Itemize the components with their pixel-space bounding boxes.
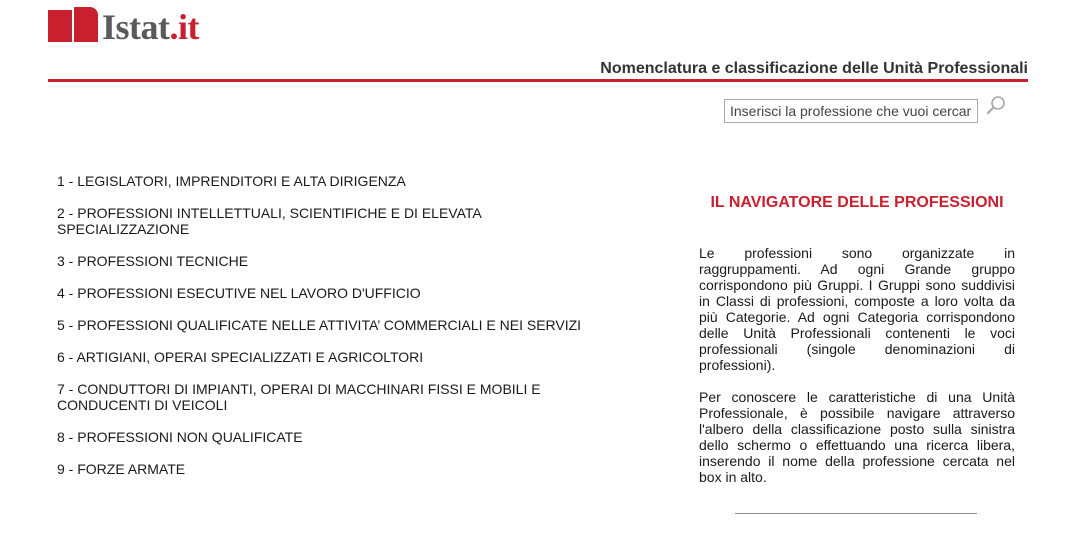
group-item-1[interactable]: 1 - LEGISLATORI, IMPRENDITORI E ALTA DIRIGENZA [57, 173, 406, 189]
group-item-4[interactable]: 4 - PROFESSIONI ESECUTIVE NEL LAVORO D'UFFICIO [57, 285, 421, 301]
classification-tree [57, 173, 597, 493]
istat-logo[interactable] [48, 7, 199, 45]
group-item-7[interactable]: 7 - CONDUTTORI DI IMPIANTI, OPERAI DI MACCHINARI FISSI E MOBILI E CONDUCENTI DI VEICOLI [57, 381, 541, 413]
group-item-6[interactable]: 6 - ARTIGIANI, OPERAI SPECIALIZZATI E AGRICOLTORI [57, 349, 424, 365]
search-icon[interactable] [985, 95, 1007, 117]
navigator-description: Le professioni sono organizzate in raggruppamenti. Ad ogni Grande gruppo corrispondono più Gruppi. I Gruppi sono suddivisi in Classi di professioni, composte a loro volta da più Categorie. Ad ogni Categoria corrispondono delle Unità Professionali contenenti le voci professionali (singole denominazioni di professioni). [699, 245, 1015, 373]
group-item-9[interactable]: 9 - FORZE ARMATE [57, 461, 186, 477]
header-divider [48, 79, 1028, 82]
group-item-2[interactable]: 2 - PROFESSIONI INTELLETTUALI, SCIENTIFICHE E DI ELEVATA SPECIALIZZAZIONE [57, 205, 481, 237]
navigator-instructions: Per conoscere le caratteristiche di una Unità Professionale, è possibile navigare attraverso l'albero della classificazione posto sulla sinistra dello schermo o effettuando una ricerca libera, inserendo il nome della professione cercata nel box in alto. [699, 389, 1015, 485]
site-title: Nomenclatura e classificazione delle Unità Professionali [600, 60, 1028, 77]
navigator-title: IL NAVIGATORE DELLE PROFESSIONI [710, 194, 1004, 211]
istat-logo-text: Istat.it [102, 7, 199, 47]
search-input[interactable] [724, 99, 978, 123]
group-item-8[interactable]: 8 - PROFESSIONI NON QUALIFICATE [57, 429, 303, 445]
istat-logo-mark-icon [48, 7, 100, 43]
group-item-3[interactable]: 3 - PROFESSIONI TECNICHE [57, 253, 249, 269]
group-item-5[interactable]: 5 - PROFESSIONI QUALIFICATE NELLE ATTIVITA’ COMMERCIALI E NEI SERVIZI [57, 317, 582, 333]
panel-divider [735, 513, 977, 514]
